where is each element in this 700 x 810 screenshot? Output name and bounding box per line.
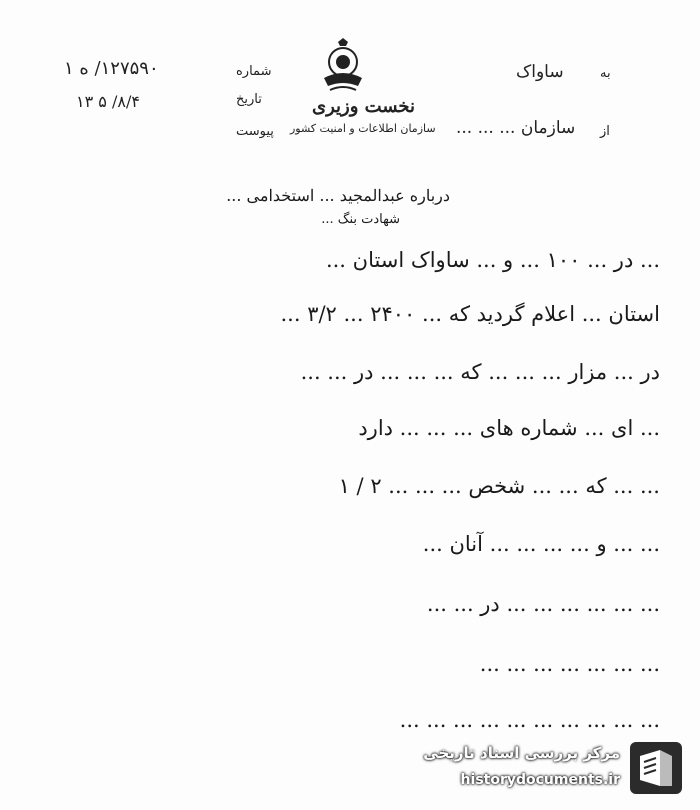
organization-title: سازمان اطلاعات و امنیت کشور <box>290 122 436 135</box>
watermark-logo-icon <box>630 742 682 794</box>
body-line: ... در ... ۱۰۰ ... و ... ساواک استان ... <box>325 248 660 272</box>
number-label: شماره <box>236 64 272 79</box>
recipient-value: ساواک <box>516 62 564 82</box>
ministry-title: نخست وزیری <box>312 96 416 117</box>
watermark <box>382 738 682 800</box>
body-line: استان ... اعلام گردید که ... ۲۴۰۰ ... ۳/۲ ... <box>280 302 660 326</box>
body-line: در ... مزار ... ... ... که ... ... ... در ... ... <box>300 360 660 384</box>
emblem-icon <box>318 38 368 96</box>
subject-subline: شهادت بنگ ... <box>321 212 400 227</box>
body-line: ... ای ... شماره های ... ... ... دارد <box>358 416 660 440</box>
date-label: تاریخ <box>236 92 262 107</box>
from-value: سازمان ... ... ... <box>456 118 576 138</box>
body-line: ... ... و ... ... ... ... آنان ... <box>422 532 660 556</box>
from-prefix: از <box>600 124 610 139</box>
body-line: ... ... ... ... ... ... ... <box>479 652 660 676</box>
subject-line: درباره عبدالمجید ... استخدامی ... <box>226 186 450 205</box>
watermark-title: مرکز بررسی اسناد تاریخی <box>423 744 620 762</box>
body-line: ... ... ... ... ... ... ... ... ... ... <box>399 708 660 732</box>
body-line: ... ... ... ... ... ... در ... ... <box>426 592 660 616</box>
watermark-url: historydocuments.ir <box>460 772 620 788</box>
number-value: ۱۲۷۵۹۰/ ه ۱ <box>64 58 159 79</box>
body-line: ... ... که ... ... شخص ... ... ... ۲ / ۱ <box>338 474 660 498</box>
attachment-label: پیوست <box>236 124 274 139</box>
date-value: ۸/۴/ ۵ ۱۳ <box>76 92 140 111</box>
recipient-prefix: به <box>600 66 611 81</box>
